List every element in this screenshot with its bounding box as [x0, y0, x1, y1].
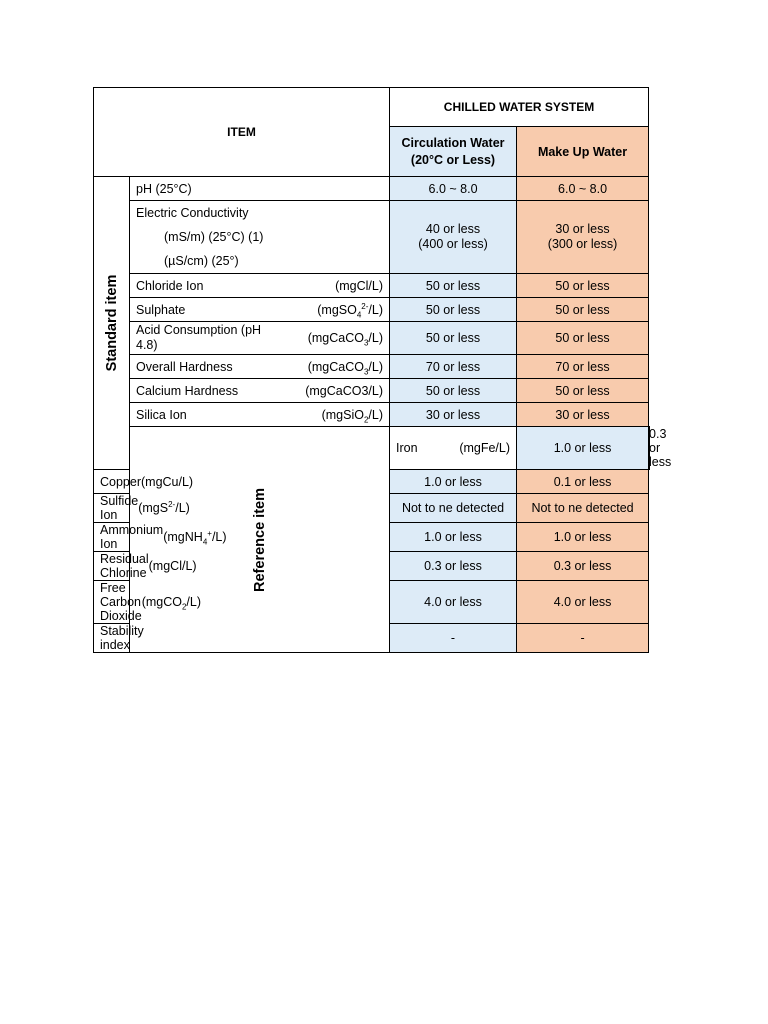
item-name: Stability index [100, 624, 144, 652]
item-copper [94, 470, 194, 494]
circ-value-line2: (400 or less) [418, 237, 488, 251]
circ-value: 50 or less [390, 322, 517, 355]
item-name: Electric Conductivity [136, 206, 249, 220]
table-row [94, 427, 650, 470]
circ-value: Not to ne detected [390, 494, 517, 523]
make-value: 0.3 or less [517, 552, 649, 581]
item-unit: (mgCl/L) [148, 559, 197, 573]
item-name: Ammonium Ion [100, 523, 164, 551]
item-name: Sulphate [136, 302, 186, 317]
make-value [517, 201, 649, 274]
table-row [94, 322, 650, 355]
item-ph [130, 177, 390, 201]
item-sulphate [130, 298, 390, 322]
make-value: - [517, 624, 649, 653]
item-unit: (mgCaCO3/L) [305, 383, 384, 398]
item-name: Acid Consumption (pH 4.8) [136, 323, 262, 352]
circ-value: 50 or less [390, 379, 517, 403]
circ-value: 70 or less [390, 355, 517, 379]
header-circulation-line1: Circulation Water [401, 135, 505, 150]
table-row [94, 201, 650, 274]
circ-value: 4.0 or less [390, 581, 517, 624]
item-calcium-hardness [130, 379, 390, 403]
make-value: 1.0 or less [517, 523, 649, 552]
item-unit: (mgSO$_4^{2-}$/L) [317, 301, 384, 319]
item-ammonium-ion [94, 523, 227, 552]
group-standard-label: Standard item [103, 274, 120, 372]
item-unit: (mgCu/L) [141, 474, 194, 489]
item-unit: (mgCl/L) [335, 278, 384, 293]
item-sulfide-ion [94, 494, 190, 523]
item-name: pH (25°C) [136, 181, 192, 196]
make-value: 50 or less [517, 379, 649, 403]
item-name: Residual Chlorine [100, 552, 149, 580]
table-row [94, 274, 650, 298]
item-stability-index [94, 624, 144, 653]
item-silica-ion [130, 403, 390, 427]
circ-value: 0.3 or less [390, 552, 517, 581]
item-electric-conductivity [130, 201, 390, 274]
item-acid-consumption [130, 322, 390, 355]
make-value: 50 or less [517, 322, 649, 355]
item-name: Free Carbon Dioxide [100, 581, 142, 623]
table-row [94, 379, 650, 403]
make-value: 6.0 ~ 8.0 [517, 177, 649, 201]
item-unit: (mgFe/L) [459, 441, 511, 455]
make-value: Not to ne detected [517, 494, 649, 523]
circ-value: 1.0 or less [390, 523, 517, 552]
table-row [94, 298, 650, 322]
make-value: 50 or less [517, 298, 649, 322]
header-chilled-water-system: CHILLED WATER SYSTEM [390, 88, 649, 127]
table-row [94, 355, 650, 379]
item-chloride-ion [130, 274, 390, 298]
make-value: 50 or less [517, 274, 649, 298]
item-name: Sulfide Ion [100, 494, 139, 522]
item-residual-chlorine [94, 552, 197, 581]
table-row [94, 177, 650, 201]
header-circulation-water [390, 127, 517, 177]
circ-value [390, 201, 517, 274]
make-value-line1: 30 or less [555, 222, 610, 236]
make-value-line2: (300 or less) [547, 237, 618, 251]
item-unit: (mgS$^{2-}$/L) [138, 499, 190, 515]
item-name: Iron [396, 441, 418, 455]
item-name: Copper [100, 474, 141, 489]
circ-value: - [390, 624, 517, 653]
circ-value: 30 or less [390, 403, 517, 427]
make-value: 4.0 or less [517, 581, 649, 624]
item-unit: (mgCaCO$_3$/L) [307, 359, 384, 376]
make-value: 30 or less [517, 403, 649, 427]
table-row [94, 403, 650, 427]
water-quality-table [93, 87, 672, 653]
item-unit: (mgNH$_4$+/L) [163, 528, 227, 547]
circ-value: 50 or less [390, 274, 517, 298]
make-value: 70 or less [517, 355, 649, 379]
header-item: ITEM [94, 88, 390, 177]
item-iron [390, 427, 517, 470]
item-unit-us: (µS/cm) (25°) [164, 254, 239, 268]
group-reference [130, 427, 390, 653]
item-unit-ms: (mS/m) (25°C) (1) [164, 230, 264, 244]
circ-value: 50 or less [390, 298, 517, 322]
item-unit: (mgCO$_2$/L) [141, 595, 202, 612]
item-unit: (mgCaCO$_3$/L) [307, 331, 384, 348]
header-circulation-line2: (20°C or Less) [410, 152, 496, 167]
item-name: Calcium Hardness [136, 383, 239, 398]
circ-value-line1: 40 or less [425, 222, 481, 236]
circ-value: 6.0 ~ 8.0 [390, 177, 517, 201]
group-standard [94, 177, 130, 470]
group-reference-label: Reference item [251, 487, 268, 592]
item-name: Silica Ion [136, 407, 187, 422]
item-name: Overall Hardness [136, 359, 233, 374]
make-value: 0.3 or less [649, 427, 672, 469]
circ-value: 1.0 or less [390, 470, 517, 494]
item-free-carbon-dioxide [94, 581, 202, 624]
item-name: Chloride Ion [136, 278, 204, 293]
make-value: 0.1 or less [517, 470, 649, 494]
header-makeup-water: Make Up Water [517, 127, 649, 177]
circ-value: 1.0 or less [517, 427, 649, 470]
item-unit: (mgSiO$_2$/L) [321, 407, 384, 424]
item-overall-hardness [130, 355, 390, 379]
